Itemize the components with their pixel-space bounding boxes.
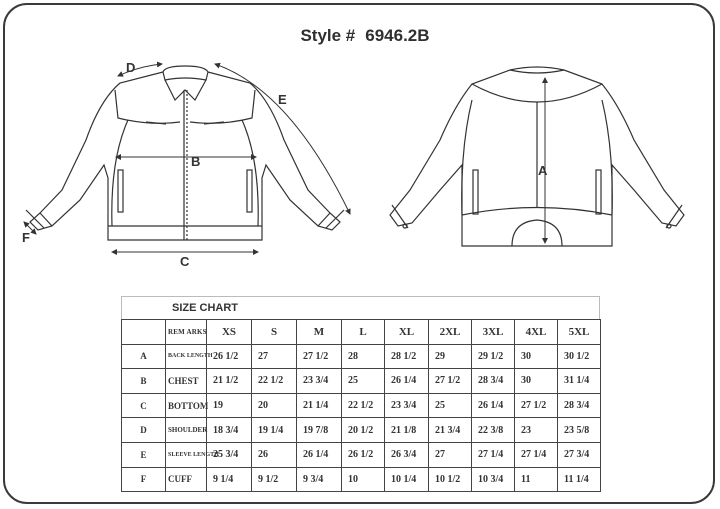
cell: 27 1/2 [429, 369, 472, 394]
cell: 23 [515, 418, 558, 443]
cell: 29 [429, 344, 472, 369]
size-chart-title: SIZE CHART [121, 296, 296, 319]
row-label: SLEEVE LENGTH [166, 442, 207, 467]
cell: 28 1/2 [385, 344, 429, 369]
cell: 25 [342, 369, 385, 394]
size-header: S [252, 320, 297, 345]
size-header: 3XL [472, 320, 515, 345]
cell: 26 1/2 [342, 442, 385, 467]
cell: 20 1/2 [342, 418, 385, 443]
size-header: 2XL [429, 320, 472, 345]
cell: 22 3/8 [472, 418, 515, 443]
size-header-row [122, 320, 601, 345]
dim-label-e: E [278, 92, 287, 107]
cell: 28 [342, 344, 385, 369]
cell: 29 1/2 [472, 344, 515, 369]
size-chart-title-spacer [296, 296, 600, 319]
cell: 27 3/4 [558, 442, 601, 467]
cell: 10 3/4 [472, 467, 515, 492]
cell: 26 1/4 [385, 369, 429, 394]
table-row [122, 467, 601, 492]
style-prefix: Style # [300, 26, 356, 45]
cell: 21 1/4 [297, 393, 342, 418]
cell: 31 1/4 [558, 369, 601, 394]
back-jacket-drawing [390, 67, 684, 246]
row-label: BOTTOM [166, 393, 207, 418]
cell: 19 1/4 [252, 418, 297, 443]
cell: 27 [252, 344, 297, 369]
dim-label-b: B [191, 154, 201, 169]
cell: 10 1/2 [429, 467, 472, 492]
size-header: 5XL [558, 320, 601, 345]
table-row [122, 442, 601, 467]
cell: 19 7/8 [297, 418, 342, 443]
cell: 18 3/4 [207, 418, 252, 443]
table-row [122, 344, 601, 369]
row-letter: B [122, 369, 166, 394]
cell: 26 3/4 [385, 442, 429, 467]
cell: 26 [252, 442, 297, 467]
size-header: L [342, 320, 385, 345]
cell: 21 1/2 [207, 369, 252, 394]
table-row [122, 418, 601, 443]
cell: 23 3/4 [385, 393, 429, 418]
cell: 23 3/4 [297, 369, 342, 394]
front-jacket-drawing [26, 66, 344, 240]
cell: 19 [207, 393, 252, 418]
table-row [122, 369, 601, 394]
remarks-header: REM ARKS [166, 320, 207, 345]
cell: 26 1/2 [207, 344, 252, 369]
header-blank [122, 320, 166, 345]
cell: 28 3/4 [472, 369, 515, 394]
cell: 10 1/4 [385, 467, 429, 492]
cell: 25 3/4 [207, 442, 252, 467]
dim-label-f: F [22, 230, 30, 245]
cell: 21 1/8 [385, 418, 429, 443]
size-chart-table [121, 319, 601, 492]
cell: 9 1/4 [207, 467, 252, 492]
cell: 9 1/2 [252, 467, 297, 492]
row-letter: D [122, 418, 166, 443]
size-header: 4XL [515, 320, 558, 345]
cell: 25 [429, 393, 472, 418]
row-label: SHOULDER [166, 418, 207, 443]
table-row [122, 393, 601, 418]
cell: 22 1/2 [252, 369, 297, 394]
size-header: XL [385, 320, 429, 345]
cell: 30 1/2 [558, 344, 601, 369]
cell: 9 3/4 [297, 467, 342, 492]
row-letter: F [122, 467, 166, 492]
row-label: BACK LENGTH [166, 344, 207, 369]
cell: 30 [515, 344, 558, 369]
dim-label-a: A [538, 163, 548, 178]
cell: 27 1/4 [515, 442, 558, 467]
size-chart [121, 296, 600, 493]
row-letter: C [122, 393, 166, 418]
cell: 27 [429, 442, 472, 467]
cell: 26 1/4 [297, 442, 342, 467]
row-letter: E [122, 442, 166, 467]
cell: 10 [342, 467, 385, 492]
cell: 20 [252, 393, 297, 418]
cell: 26 1/4 [472, 393, 515, 418]
cell: 27 1/4 [472, 442, 515, 467]
cell: 28 3/4 [558, 393, 601, 418]
size-header: M [297, 320, 342, 345]
dim-label-c: C [180, 254, 190, 269]
size-header: XS [207, 320, 252, 345]
cell: 30 [515, 369, 558, 394]
row-label: CHEST [166, 369, 207, 394]
style-code: 6946.2B [365, 26, 430, 45]
row-letter: A [122, 344, 166, 369]
cell: 11 1/4 [558, 467, 601, 492]
cell: 11 [515, 467, 558, 492]
row-label: CUFF [166, 467, 207, 492]
cell: 27 1/2 [297, 344, 342, 369]
cell: 22 1/2 [342, 393, 385, 418]
cell: 23 5/8 [558, 418, 601, 443]
dim-label-d: D [126, 60, 136, 75]
cell: 27 1/2 [515, 393, 558, 418]
cell: 21 3/4 [429, 418, 472, 443]
